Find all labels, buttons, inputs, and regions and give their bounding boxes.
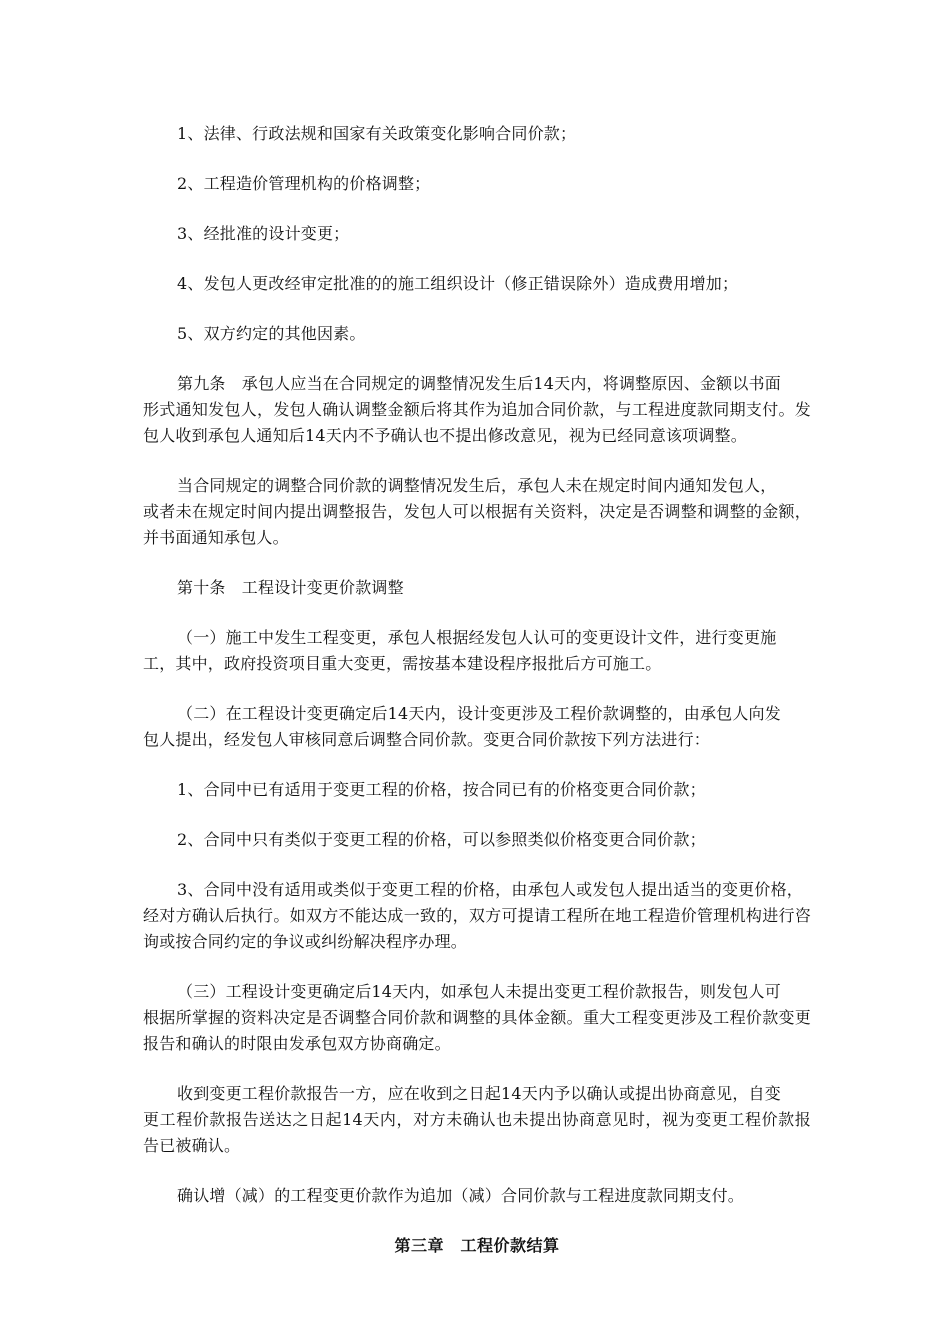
text-line: 包人提出，经发包人审核同意后调整合同价款。变更合同价款按下列方法进行： <box>143 730 711 749</box>
text-line: 经对方确认后执行。如双方不能达成一致的，双方可提请工程所在地工程造价管理机构进 <box>143 906 779 925</box>
text-line: 形式通知发包人，发包人确认调整金额后将其作为追加合同价款，与工程进度款同期支付。 <box>143 400 795 419</box>
text-line: 额，并书面通知承包人。 <box>143 502 811 547</box>
clause-3-paragraph <box>143 979 811 1057</box>
text-line: （三）工程设计变更确定后14天内，如承包人未提出变更工程价款报告，则发包人可 <box>177 982 781 1001</box>
clause-1-paragraph <box>143 625 811 677</box>
text-line: 当合同规定的调整合同价款的调整情况发生后，承包人未在规定时间内通知发包人， <box>177 476 777 495</box>
text-line: 3、合同中没有适用或类似于变更工程的价格，由承包人或发包人提出适当的变更价格， <box>177 880 803 899</box>
list-item-3: 3、经批准的设计变更； <box>177 224 350 243</box>
list-item-2: 2、工程造价管理机构的价格调整； <box>177 174 431 193</box>
method-3-paragraph <box>143 877 811 955</box>
clause-2-paragraph <box>143 701 811 753</box>
notice-paragraph <box>143 473 811 551</box>
text-line: 行咨询或按合同约定的争议或纠纷解决程序办理。 <box>143 906 811 951</box>
text-line: 收到变更工程价款报告一方，应在收到之日起14天内予以确认或提出协商意见，自变 <box>177 1084 781 1103</box>
text-line: 发包人收到承包人通知后14天内不予确认也不提出修改意见，视为已经同意该项调整。 <box>143 400 811 445</box>
text-line: 工，其中，政府投资项目重大变更，需按基本建设程序报批后方可施工。 <box>143 654 662 673</box>
text-line: （二）在工程设计变更确定后14天内，设计变更涉及工程价款调整的，由承包人向发 <box>177 704 781 723</box>
text-line: 变更报告和确认的时限由发承包双方协商确定。 <box>143 1008 811 1053</box>
list-item-1: 1、法律、行政法规和国家有关政策变化影响合同价款； <box>177 124 577 143</box>
text-line: 更工程价款报告送达之日起14天内，对方未确认也未提出协商意见时，视为变更工程价款 <box>143 1110 795 1129</box>
confirm-paragraph: 确认增（减）的工程变更价款作为追加（减）合同价款与工程进度款同期支付。 <box>177 1186 745 1205</box>
text-line: 根据所掌握的资料决定是否调整合同价款和调整的具体金额。重大工程变更涉及工程价款 <box>143 1008 779 1027</box>
receive-report-paragraph <box>143 1081 811 1159</box>
article-10-title: 第十条 工程设计变更价款调整 <box>177 578 404 597</box>
text-line: 报告已被确认。 <box>143 1110 811 1155</box>
text-line: （一）施工中发生工程变更，承包人根据经发包人认可的变更设计文件，进行变更施 <box>177 628 777 647</box>
document-body <box>143 121 811 1259</box>
article-9-paragraph <box>143 371 811 449</box>
list-item-5: 5、双方约定的其他因素。 <box>177 324 366 343</box>
text-line: 或者未在规定时间内提出调整报告，发包人可以根据有关资料，决定是否调整和调整的金 <box>143 502 779 521</box>
method-2: 2、合同中只有类似于变更工程的价格，可以参照类似价格变更合同价款； <box>177 830 706 849</box>
chapter-heading: 第三章 工程价款结算 <box>394 1236 560 1255</box>
method-1: 1、合同中已有适用于变更工程的价格，按合同已有的价格变更合同价款； <box>177 780 706 799</box>
text-line: 第九条 承包人应当在合同规定的调整情况发生后14天内，将调整原因、金额以书面 <box>177 374 781 393</box>
list-item-4: 4、发包人更改经审定批准的的施工组织设计（修正错误除外）造成费用增加； <box>177 274 739 293</box>
